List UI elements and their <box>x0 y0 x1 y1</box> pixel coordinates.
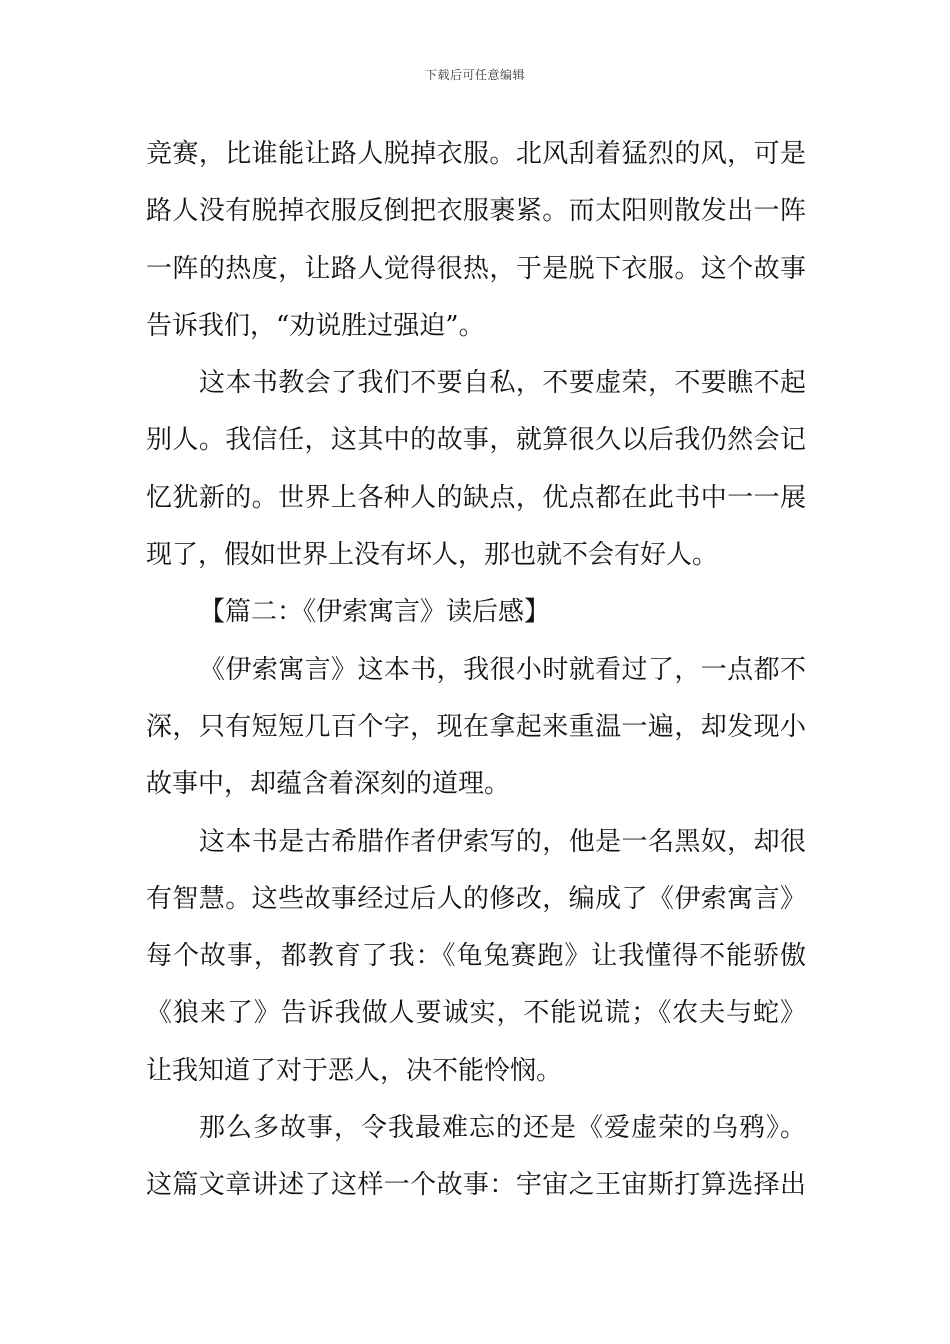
text-line: 这篇文章讲述了这样一个故事：宇宙之王宙斯打算选择出 <box>146 1170 806 1201</box>
text-line: 这本书教会了我们不要自私，不要虚荣，不要瞧不起 <box>199 368 806 399</box>
text-line: 每个故事，都教育了我：《龟兔赛跑》让我懂得不能骄傲 <box>146 941 806 972</box>
text-line: 故事中，却蕴含着深刻的道理。 <box>146 769 511 800</box>
text-line: 让我知道了对于恶人，决不能怜悯。 <box>146 1055 563 1086</box>
text-line: 忆犹新的。世界上各种人的缺点，优点都在此书中一一展 <box>146 482 806 513</box>
document-body <box>146 126 806 1215</box>
text-line: 告诉我们，“劝说胜过强迫”。 <box>146 310 485 341</box>
page-header: 下载后可任意编辑 <box>424 68 525 82</box>
text-line: 那么多故事，令我最难忘的还是《爱虚荣的乌鸦》。 <box>199 1113 806 1144</box>
text-line: 《狼来了》告诉我做人要诚实，不能说谎；《农夫与蛇》 <box>146 998 806 1029</box>
text-line: 深，只有短短几百个字，现在拿起来重温一遍，却发现小 <box>146 711 806 742</box>
text-line: 这本书是古希腊作者伊索写的，他是一名黑奴，却很 <box>199 826 806 857</box>
text-line: 现了，假如世界上没有坏人，那也就不会有好人。 <box>146 540 719 571</box>
text-line: 有智慧。这些故事经过后人的修改，编成了《伊索寓言》 <box>146 883 806 914</box>
text-line: 一阵的热度，让路人觉得很热，于是脱下衣服。这个故事 <box>146 253 806 284</box>
section-heading: 【篇二：《伊索寓言》读后感】 <box>199 597 551 628</box>
text-line: 竞赛，比谁能让路人脱掉衣服。北风刮着猛烈的风，可是 <box>146 139 806 169</box>
text-line: 路人没有脱掉衣服反倒把衣服裹紧。而太阳则散发出一阵 <box>146 196 806 227</box>
text-line: 别人。我信任，这其中的故事，就算很久以后我仍然会记 <box>146 425 806 456</box>
text-line: 《伊索寓言》这本书，我很小时就看过了，一点都不 <box>199 654 806 685</box>
